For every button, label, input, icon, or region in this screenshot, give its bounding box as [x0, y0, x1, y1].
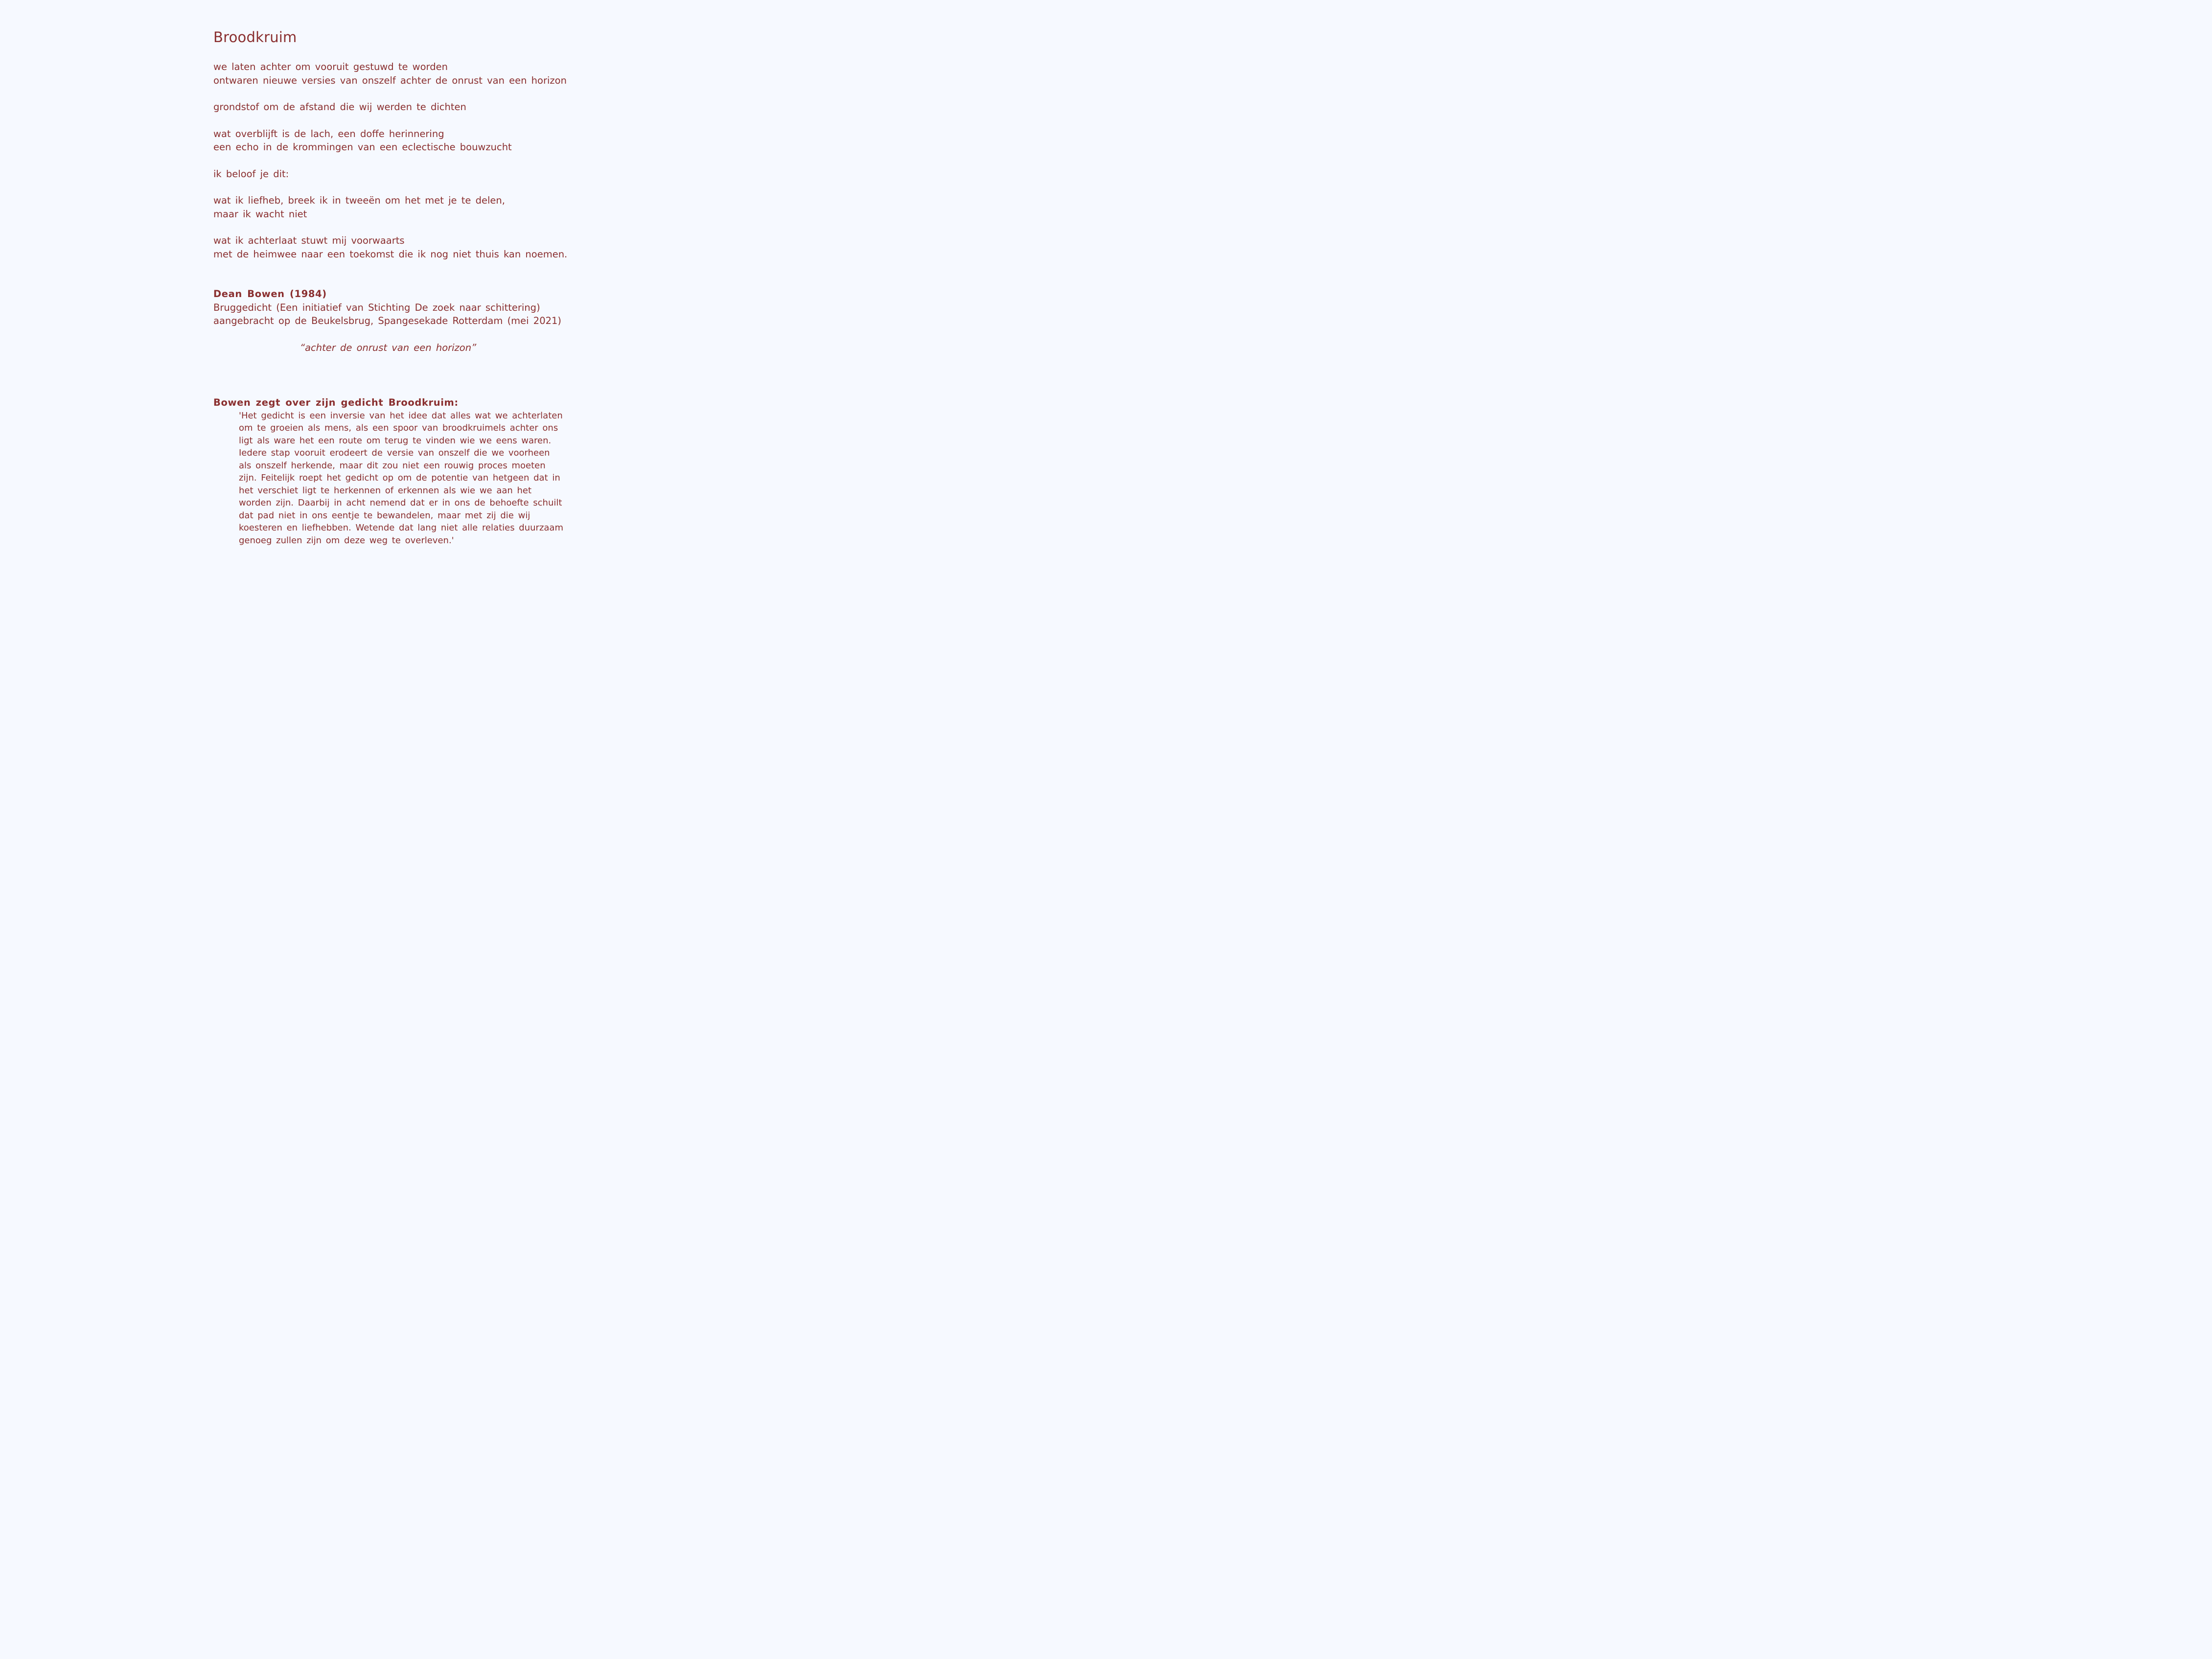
poem-line: ontwaren nieuwe versies van onszelf achter de onrust van een horizon [213, 74, 567, 86]
credit-line: aangebracht op de Beukelsbrug, Spangesekade Rotterdam (mei 2021) [213, 315, 562, 326]
poem-stanza [213, 167, 585, 181]
about-line: koesteren en liefhebben. Wetende dat lang niet alle relaties duurzaam [239, 523, 563, 533]
about-line: als onszelf herkende, maar dit zou niet een rouwig proces moeten [239, 460, 546, 471]
poem-stanza [213, 100, 585, 114]
featured-quote: “achter de onrust van een horizon” [300, 342, 477, 353]
about-text [239, 410, 563, 547]
poem-stanza [213, 127, 585, 154]
poem-line: een echo in de krommingen van een eclectische bouwzucht [213, 141, 512, 153]
about-line: 'Het gedicht is een inversie van het idee dat alles wat we achterlaten [239, 410, 563, 421]
credits-block [213, 287, 585, 354]
poem-stanza [213, 234, 585, 261]
poem-stanza [213, 60, 585, 87]
spacer [213, 274, 585, 287]
author-name: Dean Bowen (1984) [213, 288, 327, 300]
credit-line: Bruggedicht (Een initiatief van Stichting De zoek naar schittering) [213, 301, 540, 313]
poem-line: maar ik wacht niet [213, 208, 307, 220]
about-line: worden zijn. Daarbij in acht nemend dat er in ons de behoefte schuilt [239, 498, 562, 508]
poem-line: met de heimwee naar een toekomst die ik nog niet thuis kan noemen. [213, 248, 568, 260]
about-line: Iedere stap vooruit erodeert de versie van onszelf die we voorheen [239, 448, 550, 458]
about-line: genoeg zullen zijn om deze weg te overleven.' [239, 535, 454, 546]
about-line: om te groeien als mens, als een spoor van broodkruimels achter ons [239, 423, 558, 433]
document-page [213, 28, 585, 547]
poem-line: ik beloof je dit: [213, 168, 289, 180]
poem-line: wat overblijft is de lach, een doffe herinnering [213, 128, 444, 139]
poem-stanza [213, 194, 585, 221]
about-line: ligt als ware het een route om terug te vinden wie we eens waren. [239, 435, 552, 446]
poem-line: wat ik liefheb, breek ik in tweeën om het met je te delen, [213, 195, 505, 206]
about-heading: Bowen zegt over zijn gedicht Broodkruim: [213, 397, 459, 408]
poem-line: grondstof om de afstand die wij werden te dichten [213, 101, 466, 113]
poem-title: Broodkruim [213, 29, 297, 46]
poem-body [213, 60, 585, 261]
poem-line: wat ik achterlaat stuwt mij voorwaarts [213, 235, 405, 246]
about-line: dat pad niet in ons eentje te bewandelen, maar met zij die wij [239, 510, 530, 521]
about-line: het verschiet ligt te herkennen of erkennen als wie we aan het [239, 485, 532, 496]
about-line: zijn. Feitelijk roept het gedicht op om de potentie van hetgeen dat in [239, 473, 560, 483]
poem-line: we laten achter om vooruit gestuwd te worden [213, 61, 448, 72]
